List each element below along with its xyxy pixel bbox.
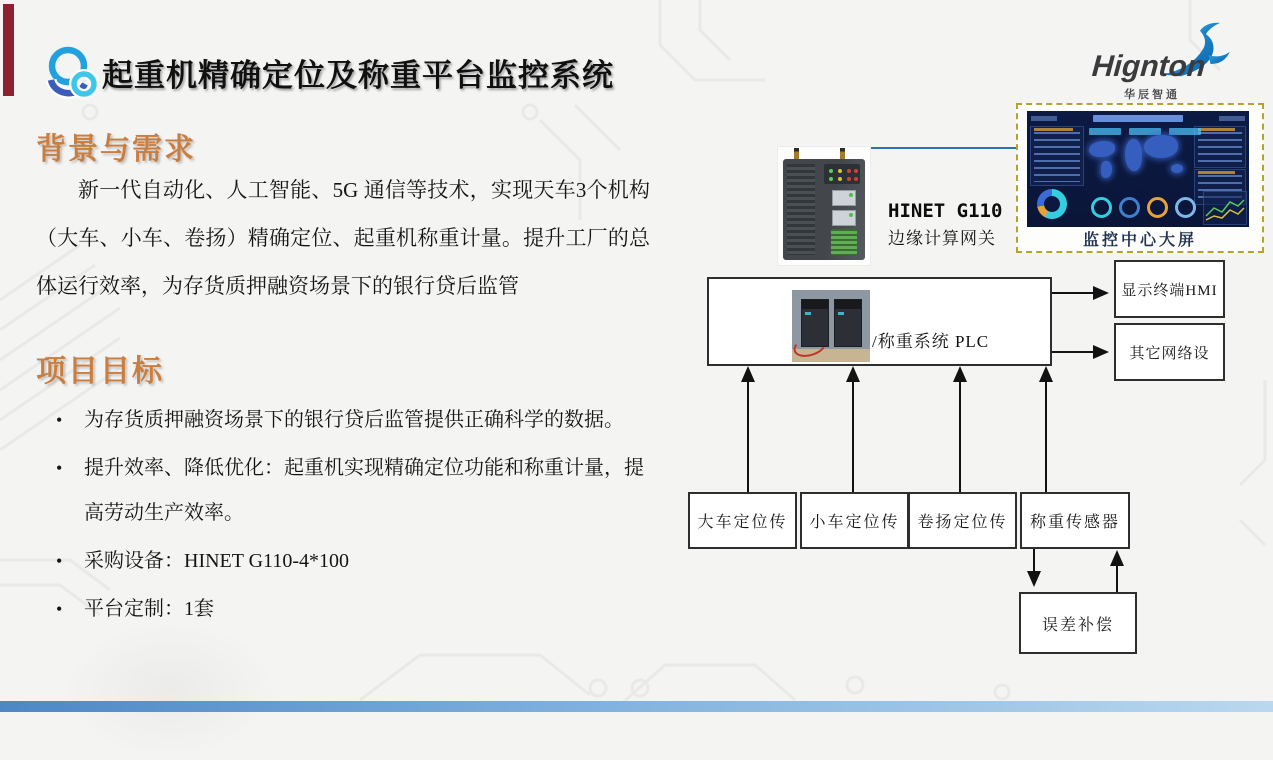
world-map-blob [1101, 161, 1112, 178]
plc-photo [792, 290, 870, 362]
dashboard-title-bar [1093, 115, 1183, 122]
dashboard-kpi [1129, 128, 1161, 135]
dashboard-donut-chart [1037, 189, 1067, 219]
dashboard-right-panel-top [1194, 126, 1246, 168]
plc-module [834, 299, 862, 347]
goal-item: • 平台定制：1套 [52, 587, 658, 632]
dashboard-topbar-right [1219, 116, 1245, 121]
company-rings-logo-icon [42, 44, 100, 102]
world-map-blob [1144, 135, 1178, 158]
gateway-description: 边缘计算网关 [888, 229, 996, 248]
sensor-box-trolley: 小车定位传 [800, 492, 909, 549]
brand-subtitle: 华辰智通 [1124, 89, 1180, 101]
background-section-text: 新一代自动化、人工智能、5G 通信等技术，实现天车3个机构（大车、小车、卷扬）精确定位、起重机称重计量。提升工厂的总体运行效率，为存货质押融资场景下的银行贷后监管 [36, 178, 650, 298]
bullet-dot: • [56, 551, 63, 571]
dashboard-gauge [1147, 197, 1168, 218]
bullet-dot: • [56, 458, 63, 478]
background-section-heading: 背景与需求 [36, 133, 196, 166]
hmi-terminal-box: 显示终端HMI [1114, 260, 1225, 318]
plc-system-box [707, 277, 1052, 366]
gateway-model: HINET G110 [888, 200, 1003, 222]
goal-item: • 提升效率、降低优化：起重机实现精确定位功能和称重计量，提高劳动生产效率。 [52, 446, 658, 536]
bullet-dot: • [56, 410, 63, 430]
brand-name: Hignton [1090, 50, 1207, 83]
goals-section-heading: 项目目标 [36, 355, 164, 388]
device-ethernet-port [832, 190, 856, 206]
brand-logo [1086, 22, 1246, 106]
bottom-accent-bar [0, 701, 1273, 712]
dashboard-kpi [1089, 128, 1121, 135]
world-map-blob [1125, 139, 1142, 171]
sensor-box-gantry: 大车定位传 [688, 492, 797, 549]
dashboard-gauge [1175, 197, 1196, 218]
plc-box-label: /称重系统 PLC [872, 332, 990, 351]
dashboard-screen [1027, 111, 1249, 227]
dashboard-caption: 监控中心大屏 [1082, 232, 1197, 249]
page-title: 起重机精确定位及称重平台监控系统 [102, 58, 614, 93]
world-map-blob [1089, 141, 1115, 157]
goal-item: • 采购设备：HINET G110-4*100 [52, 539, 658, 584]
dashboard-topbar-left [1031, 116, 1057, 121]
other-network-box: 其它网络设 [1114, 323, 1225, 381]
bullet-dot: • [56, 599, 63, 619]
device-ethernet-port [832, 210, 856, 226]
dashboard-gauge [1119, 197, 1140, 218]
device-led-panel [824, 164, 860, 184]
sensor-box-weighing: 称重传感器 [1020, 492, 1130, 549]
dashboard-line-chart [1203, 191, 1247, 225]
dashboard-kpi [1169, 128, 1201, 135]
error-compensation-box: 误差补偿 [1019, 592, 1137, 654]
red-accent-bar [3, 4, 14, 96]
sensor-box-hoist: 卷扬定位传 [908, 492, 1017, 549]
world-map-blob [1171, 164, 1183, 173]
monitoring-dashboard-image [1016, 103, 1264, 253]
goals-list [52, 398, 658, 635]
dashboard-left-panel [1030, 126, 1084, 186]
gateway-device-image [778, 147, 870, 265]
goal-item: • 为存货质押融资场景下的银行贷后监管提供正确科学的数据。 [52, 398, 658, 443]
device-vent-panel [787, 164, 815, 255]
gateway-device-body [783, 159, 865, 260]
dashboard-gauge [1091, 197, 1112, 218]
gateway-label [888, 200, 1002, 249]
background-glow [60, 620, 280, 760]
device-terminal-block [831, 229, 857, 255]
